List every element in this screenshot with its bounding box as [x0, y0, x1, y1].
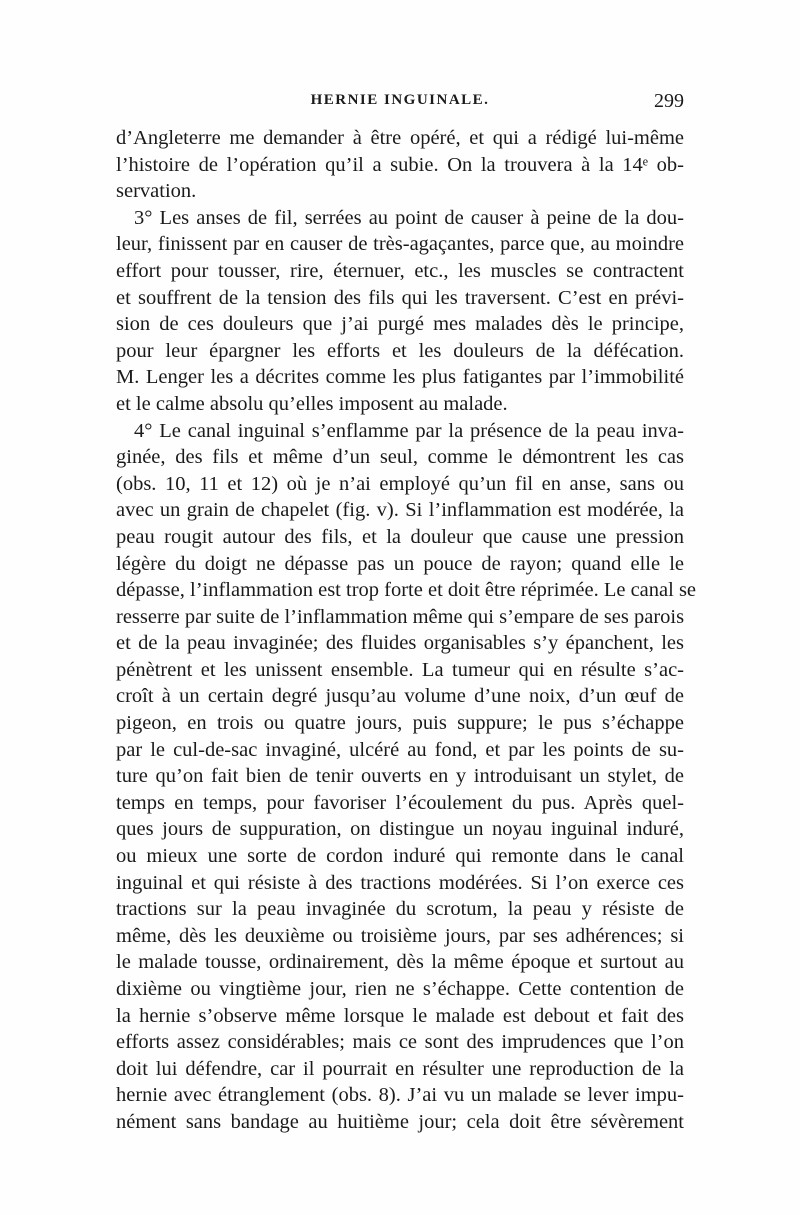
running-title: HERNIE INGUINALE. [310, 92, 490, 108]
text-line: pour leur épargner les efforts et les douleurs de la défécation. [116, 339, 684, 362]
text-line: dépasse, l’inflammation est trop forte et doit être réprimée. Le canal se [116, 579, 697, 602]
paragraph-start-line: 4° Le canal inguinal s’enflamme par la présence de la peau inva- [134, 419, 684, 442]
text-line: même, dès les deuxième ou troisième jours, par ses adhérences; si [116, 924, 684, 947]
text-line: d’Angleterre me demander à être opéré, et qui a rédigé lui-même [116, 127, 684, 149]
text-line: sion de ces douleurs que j’ai purgé mes malades dès le principe, [116, 313, 684, 336]
text-line: pigeon, en trois ou quatre jours, puis suppure; le pus s’échappe [116, 712, 684, 735]
text-line: et souffrent de la tension des fils qui les traversent. C’est en prévi- [116, 286, 684, 309]
text-line: resserre par suite de l’inflammation même qui s’empare de ses parois [116, 605, 685, 628]
text-line: par le cul-de-sac invaginé, ulcéré au fond, et par les points de su- [116, 738, 684, 761]
text-line: et le calme absolu qu’elles imposent au malade. [116, 392, 508, 415]
text-line: ture qu’on fait bien de tenir ouverts en y introduisant un stylet, de [116, 765, 684, 788]
text-line: doit lui défendre, car il pourrait en résulter une reproduction de la [116, 1057, 684, 1080]
text-line: M. Lenger les a décrites comme les plus fatigantes par l’immobilité [116, 366, 684, 389]
text-line: avec un grain de chapelet (fig. v). Si l’inflammation est modérée, la [116, 499, 684, 522]
text-line: la hernie s’observe même lorsque le malade est debout et fait des [116, 1004, 684, 1027]
text-line: nément sans bandage au huitième jour; cela doit être sévèrement [116, 1110, 684, 1133]
paragraph-start-line: 3° Les anses de fil, serrées au point de causer à peine de la dou- [134, 206, 684, 229]
text-line: efforts assez considérables; mais ce sont des imprudences que l’on [116, 1031, 684, 1054]
text-line: et de la peau invaginée; des fluides organisables s’y épanchent, les [116, 632, 684, 655]
text-line: dixième ou vingtième jour, rien ne s’échappe. Cette contention de [116, 978, 684, 1000]
text-line: pénètrent et les unissent ensemble. La tumeur qui en résulte s’ac- [116, 658, 684, 681]
text-line: (obs. 10, 11 et 12) où je n’ai employé qu’un fil en anse, sans ou [116, 472, 684, 495]
running-head [116, 92, 684, 114]
text-line: peau rougit autour des fils, et la douleur que cause une pression [116, 525, 684, 548]
text-line: temps en temps, pour favoriser l’écoulement du pus. Après quel- [116, 791, 684, 814]
text-line: effort pour tousser, rire, éternuer, etc., les muscles se contractent [116, 259, 684, 282]
text-line: tractions sur la peau invaginée du scrotum, la peau y résiste de [116, 898, 684, 921]
body-text [116, 125, 697, 1136]
text-line: ginée, des fils et même d’un seul, comme le démontrent les cas [116, 446, 684, 469]
text-line: hernie avec étranglement (obs. 8). J’ai vu un malade se lever impu- [116, 1084, 684, 1107]
text-line: ques jours de suppuration, on distingue un noyau inguinal induré, [116, 818, 684, 841]
text-line: leur, finissent par en causer de très-agaçantes, parce que, au moindre [116, 233, 684, 256]
text-line: le malade tousse, ordinairement, dès la même époque et surtout au [116, 951, 684, 974]
text-line: servation. [116, 180, 197, 203]
text-line: ou mieux une sorte de cordon induré qui remonte dans le canal [116, 845, 684, 868]
text-line: inguinal et qui résiste à des tractions modérées. Si l’on exerce ces [116, 871, 684, 894]
text-line: légère du doigt ne dépasse pas un pouce de rayon; quand elle le [116, 552, 684, 575]
text-line: croît à un certain degré jusqu’au volume d’une noix, d’un œuf de [116, 685, 684, 708]
text-line: l’histoire de l’opération qu’il a subie. On la trouvera à la 14ᵉ ob- [116, 153, 684, 176]
page-number: 299 [654, 90, 684, 112]
